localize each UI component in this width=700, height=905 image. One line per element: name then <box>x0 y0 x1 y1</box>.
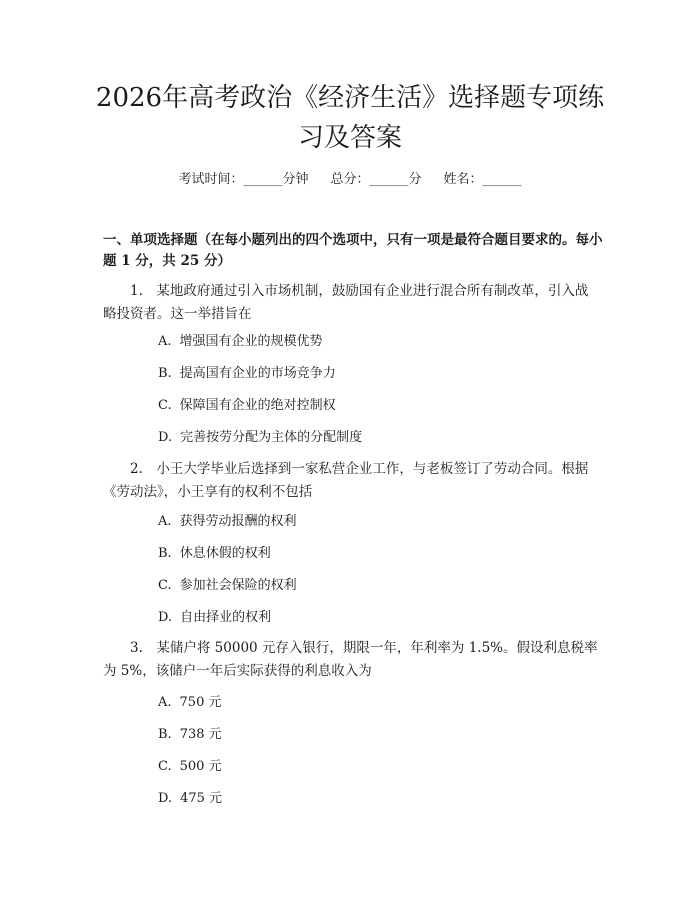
question-stem: 2. 小王大学毕业后选择到一家私营企业工作，与老板签订了劳动合同。根据《劳动法》，小王享有的权利不包括 <box>103 461 589 500</box>
student-name: 姓名：______ <box>443 172 522 187</box>
question-option <box>158 726 222 744</box>
question-option <box>158 790 222 808</box>
exam-score: 总分：______分 <box>330 172 422 187</box>
document-title: 2026年高考政治《经济生活》选择题专项练习及答案 <box>95 83 605 153</box>
exam-meta <box>0 168 700 187</box>
question-option <box>158 365 336 383</box>
question-option <box>158 577 297 595</box>
option-letter: C. <box>158 759 172 774</box>
option-letter: A. <box>158 334 172 349</box>
option-letter: B. <box>158 546 172 561</box>
option-letter: D. <box>158 610 173 625</box>
exam-time: 考试时间：______分钟 <box>178 172 309 187</box>
question-stem: 1. 某地政府通过引入市场机制，鼓励国有企业进行混合所有制改革，引入战略投资者。这一举措旨在 <box>103 283 589 322</box>
option-letter: D. <box>158 430 173 445</box>
question-option <box>158 333 323 351</box>
question-stem: 3. 某储户将 50000 元存入银行，期限一年，年利率为 1.5%。假设利息税率为 5%，该储户一年后实际获得的利息收入为 <box>103 640 598 679</box>
question-option <box>158 397 336 415</box>
option-letter: C. <box>158 398 172 413</box>
option-letter: A. <box>158 695 172 710</box>
option-text: 保障国有企业的绝对控制权 <box>179 398 336 413</box>
question-option <box>158 429 362 447</box>
option-letter: C. <box>158 578 172 593</box>
question-option <box>158 694 221 712</box>
option-text: 500 元 <box>179 759 222 774</box>
question-option <box>158 758 222 776</box>
option-letter: B. <box>158 366 172 381</box>
option-letter: A. <box>158 514 172 529</box>
option-text: 休息休假的权利 <box>179 546 271 561</box>
option-text: 750 元 <box>179 695 222 710</box>
option-text: 完善按劳分配为主体的分配制度 <box>180 430 363 445</box>
question-option <box>158 513 297 531</box>
section-heading: 一、单项选择题（在每小题列出的四个选项中，只有一项是最符合题目要求的。每小题 1 分，共 25 分） <box>103 232 603 269</box>
option-text: 增强国有企业的规模优势 <box>179 334 323 349</box>
option-letter: B. <box>158 727 172 742</box>
option-text: 475 元 <box>180 791 223 806</box>
option-text: 自由择业的权利 <box>180 610 272 625</box>
option-text: 参加社会保险的权利 <box>179 578 297 593</box>
option-text: 获得劳动报酬的权利 <box>179 514 297 529</box>
question-option <box>158 609 271 627</box>
question-option <box>158 545 271 563</box>
option-letter: D. <box>158 791 173 806</box>
option-text: 738 元 <box>179 727 222 742</box>
option-text: 提高国有企业的市场竞争力 <box>179 366 336 381</box>
